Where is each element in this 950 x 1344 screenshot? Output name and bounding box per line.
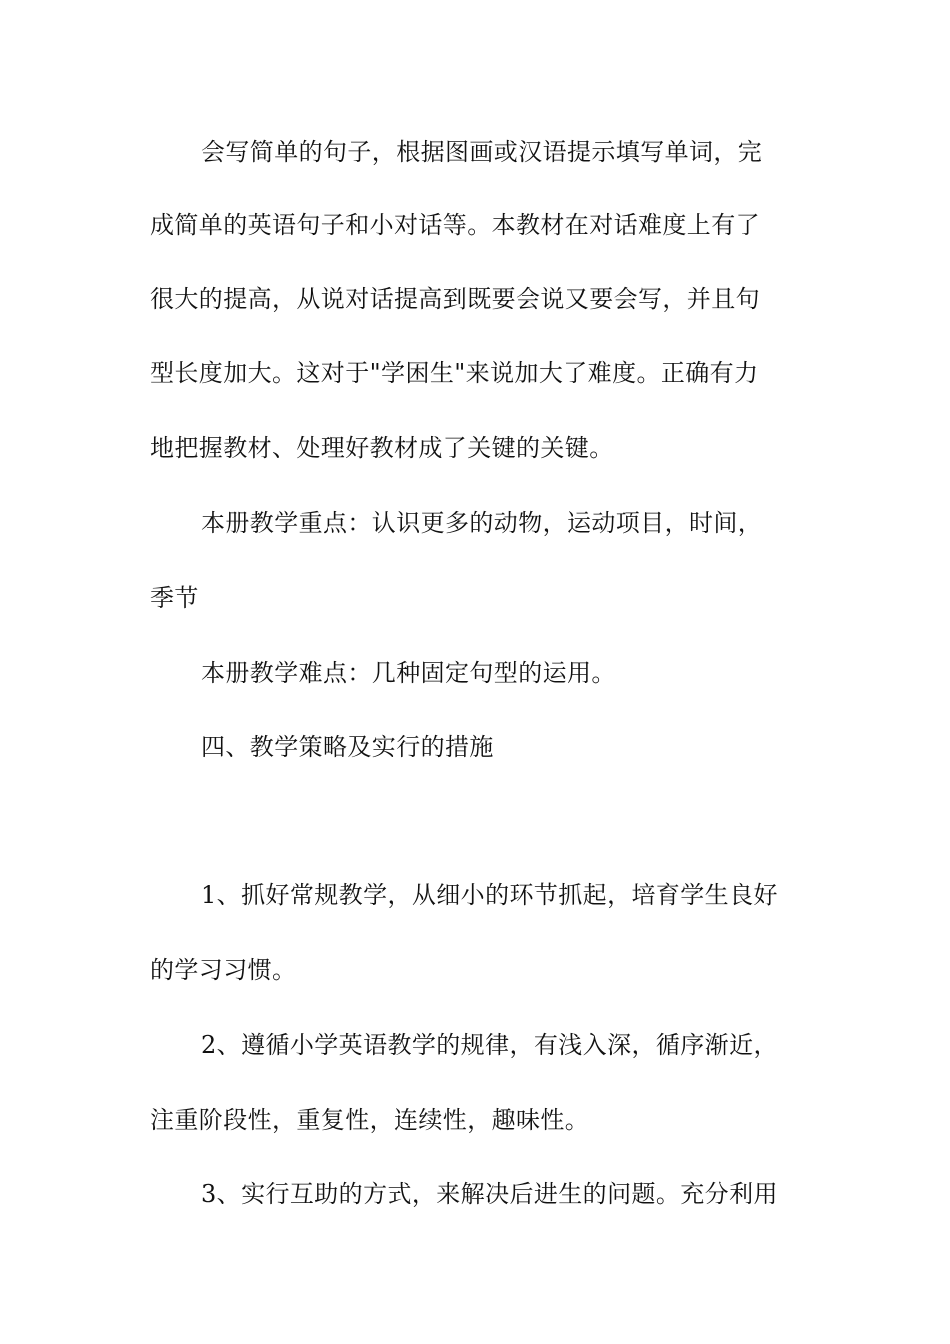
text-line-14: 3、实行互助的方式，来解决后进生的问题。充分利用 [201, 1180, 778, 1208]
text-line-13: 注重阶段性，重复性，连续性，趣味性。 [150, 1106, 590, 1134]
text-line-7: 季节 [150, 584, 199, 612]
text-line-11: 的学习习惯。 [150, 956, 297, 984]
text-line-10: 1、抓好常规教学，从细小的环节抓起，培育学生良好 [201, 881, 778, 909]
section-heading: 四、教学策略及实行的措施 [201, 733, 494, 761]
text-line-1: 会写简单的句子，根据图画或汉语提示填写单词，完 [201, 138, 763, 166]
text-line-8: 本册教学难点：几种固定句型的运用。 [201, 659, 616, 687]
text-line-5: 地把握教材、处理好教材成了关键的关键。 [150, 434, 614, 462]
text-line-4: 型长度加大。这对于"学困生"来说加大了难度。正确有力 [150, 359, 759, 387]
text-line-12: 2、遵循小学英语教学的规律，有浅入深，循序渐近， [201, 1031, 778, 1059]
text-line-2: 成简单的英语句子和小对话等。本教材在对话难度上有了 [150, 211, 760, 239]
text-line-3: 很大的提高，从说对话提高到既要会说又要会写，并且句 [150, 285, 760, 313]
text-line-6: 本册教学重点：认识更多的动物，运动项目，时间， [201, 509, 763, 537]
